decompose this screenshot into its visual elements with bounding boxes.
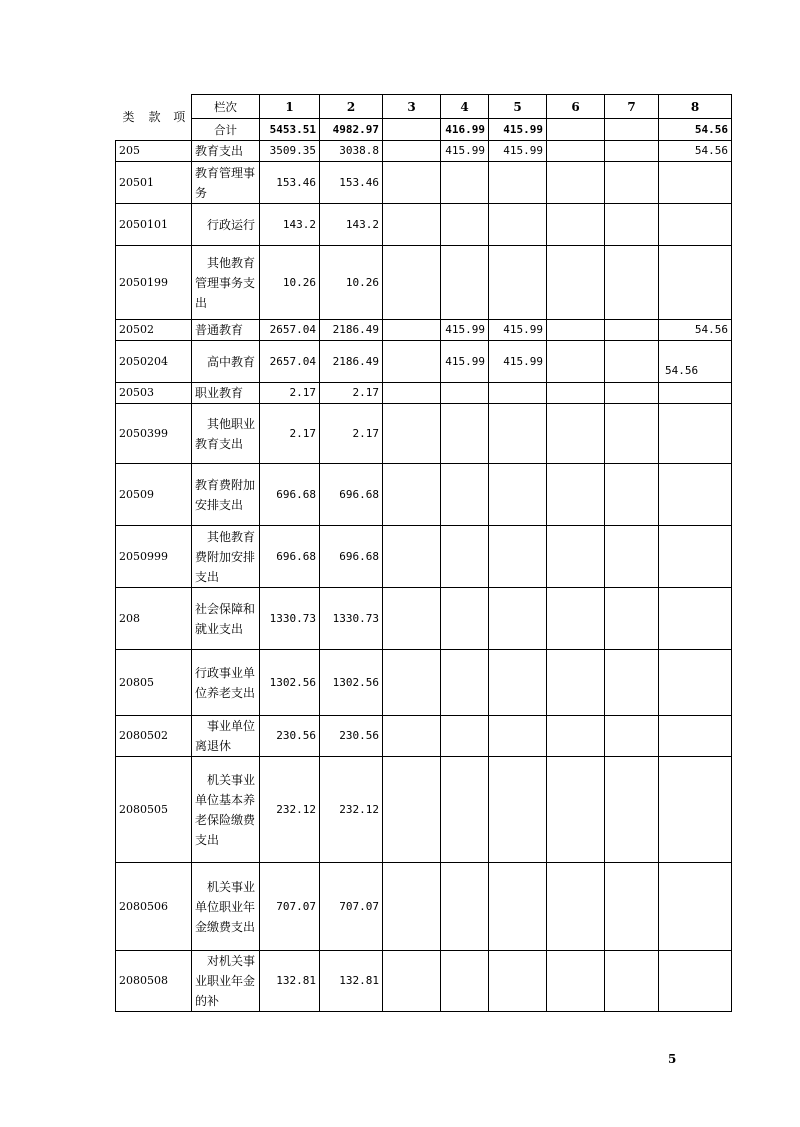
table-row (116, 383, 732, 404)
cell-col-4 (441, 404, 489, 464)
cell-col-3 (383, 588, 441, 650)
cell-col-8 (659, 246, 732, 320)
cell-col-4 (441, 383, 489, 404)
table-row (116, 464, 732, 526)
cell-col-6 (547, 588, 605, 650)
cell-col-8 (659, 588, 732, 650)
cell-col-5 (489, 526, 547, 588)
cell-col-8 (659, 162, 732, 204)
cell-col-2: 696.68 (320, 464, 383, 526)
total-value (547, 119, 605, 141)
header-row-totals (116, 119, 732, 141)
cell-col-1: 10.26 (260, 246, 320, 320)
total-value: 415.99 (489, 119, 547, 141)
row-name: 教育费附加安排支出 (192, 464, 260, 526)
row-code: 2050399 (116, 404, 192, 464)
cell-col-2: 1302.56 (320, 650, 383, 716)
column-number: 6 (547, 95, 605, 119)
cell-col-2: 2186.49 (320, 320, 383, 341)
row-code: 208 (116, 588, 192, 650)
row-code: 2080502 (116, 716, 192, 757)
cell-col-7 (605, 162, 659, 204)
table-row (116, 404, 732, 464)
cell-col-5 (489, 863, 547, 951)
cell-col-7 (605, 141, 659, 162)
table-row (116, 716, 732, 757)
column-number: 7 (605, 95, 659, 119)
cell-col-8 (659, 383, 732, 404)
total-value (605, 119, 659, 141)
table-row (116, 526, 732, 588)
cell-col-3 (383, 320, 441, 341)
cell-col-5 (489, 404, 547, 464)
cell-col-2: 132.81 (320, 951, 383, 1012)
cell-col-4 (441, 757, 489, 863)
table-row (116, 863, 732, 951)
cell-col-6 (547, 383, 605, 404)
cell-col-7 (605, 383, 659, 404)
row-name: 其他职业教育支出 (192, 404, 260, 464)
cell-col-4 (441, 650, 489, 716)
cell-col-6 (547, 341, 605, 383)
cell-col-4 (441, 204, 489, 246)
header-lanci: 栏次 (192, 95, 260, 119)
total-value: 5453.51 (260, 119, 320, 141)
cell-col-7 (605, 588, 659, 650)
total-value: 54.56 (659, 119, 732, 141)
cell-col-7 (605, 320, 659, 341)
column-number: 4 (441, 95, 489, 119)
row-name: 教育支出 (192, 141, 260, 162)
cell-col-6 (547, 464, 605, 526)
cell-col-8 (659, 757, 732, 863)
cell-col-1: 3509.35 (260, 141, 320, 162)
row-code: 2080508 (116, 951, 192, 1012)
budget-table (115, 94, 732, 1012)
table-row (116, 320, 732, 341)
table-row (116, 204, 732, 246)
cell-col-8 (659, 863, 732, 951)
row-code: 20501 (116, 162, 192, 204)
cell-col-1: 2.17 (260, 404, 320, 464)
total-value: 416.99 (441, 119, 489, 141)
cell-col-2: 707.07 (320, 863, 383, 951)
cell-col-4: 415.99 (441, 141, 489, 162)
table-row (116, 650, 732, 716)
cell-col-1: 153.46 (260, 162, 320, 204)
cell-col-8 (659, 951, 732, 1012)
row-name: 事业单位离退休 (192, 716, 260, 757)
row-code: 20503 (116, 383, 192, 404)
cell-col-3 (383, 141, 441, 162)
column-number: 2 (320, 95, 383, 119)
row-name: 职业教育 (192, 383, 260, 404)
cell-col-4 (441, 716, 489, 757)
cell-col-3 (383, 341, 441, 383)
cell-col-2: 2.17 (320, 383, 383, 404)
cell-col-7 (605, 341, 659, 383)
cell-col-1: 707.07 (260, 863, 320, 951)
cell-col-4: 415.99 (441, 341, 489, 383)
cell-col-8: 54.56 (659, 320, 732, 341)
cell-col-5 (489, 951, 547, 1012)
cell-col-7 (605, 951, 659, 1012)
cell-col-8: 54.56 (659, 141, 732, 162)
cell-col-3 (383, 650, 441, 716)
row-code: 2050101 (116, 204, 192, 246)
cell-col-1: 2657.04 (260, 341, 320, 383)
cell-col-1: 2.17 (260, 383, 320, 404)
cell-col-6 (547, 526, 605, 588)
cell-col-6 (547, 141, 605, 162)
cell-col-7 (605, 863, 659, 951)
row-name: 其他教育管理事务支出 (192, 246, 260, 320)
page-number: 5 (668, 1052, 677, 1066)
cell-col-3 (383, 383, 441, 404)
cell-col-8 (659, 716, 732, 757)
row-code: 2050199 (116, 246, 192, 320)
row-name: 社会保障和就业支出 (192, 588, 260, 650)
cell-col-2: 153.46 (320, 162, 383, 204)
cell-col-3 (383, 204, 441, 246)
row-code: 20502 (116, 320, 192, 341)
cell-col-6 (547, 757, 605, 863)
cell-col-5 (489, 383, 547, 404)
table-row (116, 162, 732, 204)
row-name: 行政事业单位养老支出 (192, 650, 260, 716)
row-code: 2050999 (116, 526, 192, 588)
cell-col-3 (383, 716, 441, 757)
cell-col-7 (605, 464, 659, 526)
header-heji: 合计 (192, 119, 260, 141)
cell-col-4 (441, 951, 489, 1012)
cell-col-1: 696.68 (260, 526, 320, 588)
row-name: 机关事业单位职业年金缴费支出 (192, 863, 260, 951)
cell-col-6 (547, 162, 605, 204)
cell-col-6 (547, 951, 605, 1012)
row-name: 教育管理事务 (192, 162, 260, 204)
table-row (116, 141, 732, 162)
cell-col-1: 2657.04 (260, 320, 320, 341)
cell-col-4 (441, 526, 489, 588)
row-name: 高中教育 (192, 341, 260, 383)
cell-col-2: 10.26 (320, 246, 383, 320)
cell-col-5 (489, 162, 547, 204)
row-name: 其他教育费附加安排支出 (192, 526, 260, 588)
row-name: 行政运行 (192, 204, 260, 246)
header-xiang: 项 (168, 95, 192, 141)
cell-col-7 (605, 204, 659, 246)
cell-col-3 (383, 464, 441, 526)
row-code: 20509 (116, 464, 192, 526)
cell-col-4: 415.99 (441, 320, 489, 341)
cell-col-6 (547, 863, 605, 951)
total-value: 4982.97 (320, 119, 383, 141)
header-kuan: 款 (142, 95, 168, 141)
header-lei: 类 (116, 95, 142, 141)
cell-col-6 (547, 404, 605, 464)
cell-col-7 (605, 246, 659, 320)
cell-col-7 (605, 716, 659, 757)
cell-col-1: 696.68 (260, 464, 320, 526)
cell-col-8 (659, 526, 732, 588)
row-name: 对机关事业职业年金的补 (192, 951, 260, 1012)
cell-col-2: 1330.73 (320, 588, 383, 650)
row-code: 20805 (116, 650, 192, 716)
table-row (116, 757, 732, 863)
cell-col-5 (489, 464, 547, 526)
cell-col-4 (441, 863, 489, 951)
cell-col-1: 1302.56 (260, 650, 320, 716)
cell-col-2: 696.68 (320, 526, 383, 588)
cell-col-5 (489, 757, 547, 863)
cell-col-6 (547, 246, 605, 320)
cell-col-2: 230.56 (320, 716, 383, 757)
table-row (116, 951, 732, 1012)
cell-col-1: 143.2 (260, 204, 320, 246)
cell-col-1: 230.56 (260, 716, 320, 757)
row-code: 2080505 (116, 757, 192, 863)
cell-col-2: 143.2 (320, 204, 383, 246)
cell-col-5 (489, 204, 547, 246)
cell-col-5: 415.99 (489, 320, 547, 341)
cell-col-7 (605, 650, 659, 716)
cell-col-5 (489, 246, 547, 320)
cell-col-4 (441, 246, 489, 320)
total-value (383, 119, 441, 141)
cell-col-3 (383, 757, 441, 863)
cell-col-3 (383, 863, 441, 951)
row-name: 机关事业单位基本养老保险缴费支出 (192, 757, 260, 863)
table-row (116, 341, 732, 383)
cell-col-8 (659, 464, 732, 526)
row-code: 2050204 (116, 341, 192, 383)
cell-col-8: 54.56 (659, 341, 732, 383)
cell-col-1: 232.12 (260, 757, 320, 863)
cell-col-4 (441, 464, 489, 526)
column-number: 1 (260, 95, 320, 119)
cell-col-2: 2.17 (320, 404, 383, 464)
cell-col-2: 232.12 (320, 757, 383, 863)
table-row (116, 588, 732, 650)
cell-col-7 (605, 757, 659, 863)
cell-col-6 (547, 320, 605, 341)
header-row-columns (116, 95, 732, 119)
cell-col-1: 132.81 (260, 951, 320, 1012)
row-code: 2080506 (116, 863, 192, 951)
cell-col-6 (547, 650, 605, 716)
cell-col-8 (659, 650, 732, 716)
cell-col-5 (489, 650, 547, 716)
table-row (116, 246, 732, 320)
cell-col-8 (659, 404, 732, 464)
cell-col-8 (659, 204, 732, 246)
cell-col-2: 3038.8 (320, 141, 383, 162)
column-number: 5 (489, 95, 547, 119)
cell-col-3 (383, 404, 441, 464)
cell-col-5: 415.99 (489, 141, 547, 162)
cell-col-2: 2186.49 (320, 341, 383, 383)
cell-col-7 (605, 526, 659, 588)
cell-col-6 (547, 716, 605, 757)
cell-col-4 (441, 588, 489, 650)
column-number: 8 (659, 95, 732, 119)
cell-col-4 (441, 162, 489, 204)
cell-col-3 (383, 162, 441, 204)
row-code: 205 (116, 141, 192, 162)
cell-col-5 (489, 716, 547, 757)
cell-col-3 (383, 951, 441, 1012)
cell-col-6 (547, 204, 605, 246)
cell-col-7 (605, 404, 659, 464)
cell-col-5: 415.99 (489, 341, 547, 383)
cell-col-3 (383, 246, 441, 320)
cell-col-3 (383, 526, 441, 588)
column-number: 3 (383, 95, 441, 119)
row-name: 普通教育 (192, 320, 260, 341)
cell-col-5 (489, 588, 547, 650)
cell-col-1: 1330.73 (260, 588, 320, 650)
